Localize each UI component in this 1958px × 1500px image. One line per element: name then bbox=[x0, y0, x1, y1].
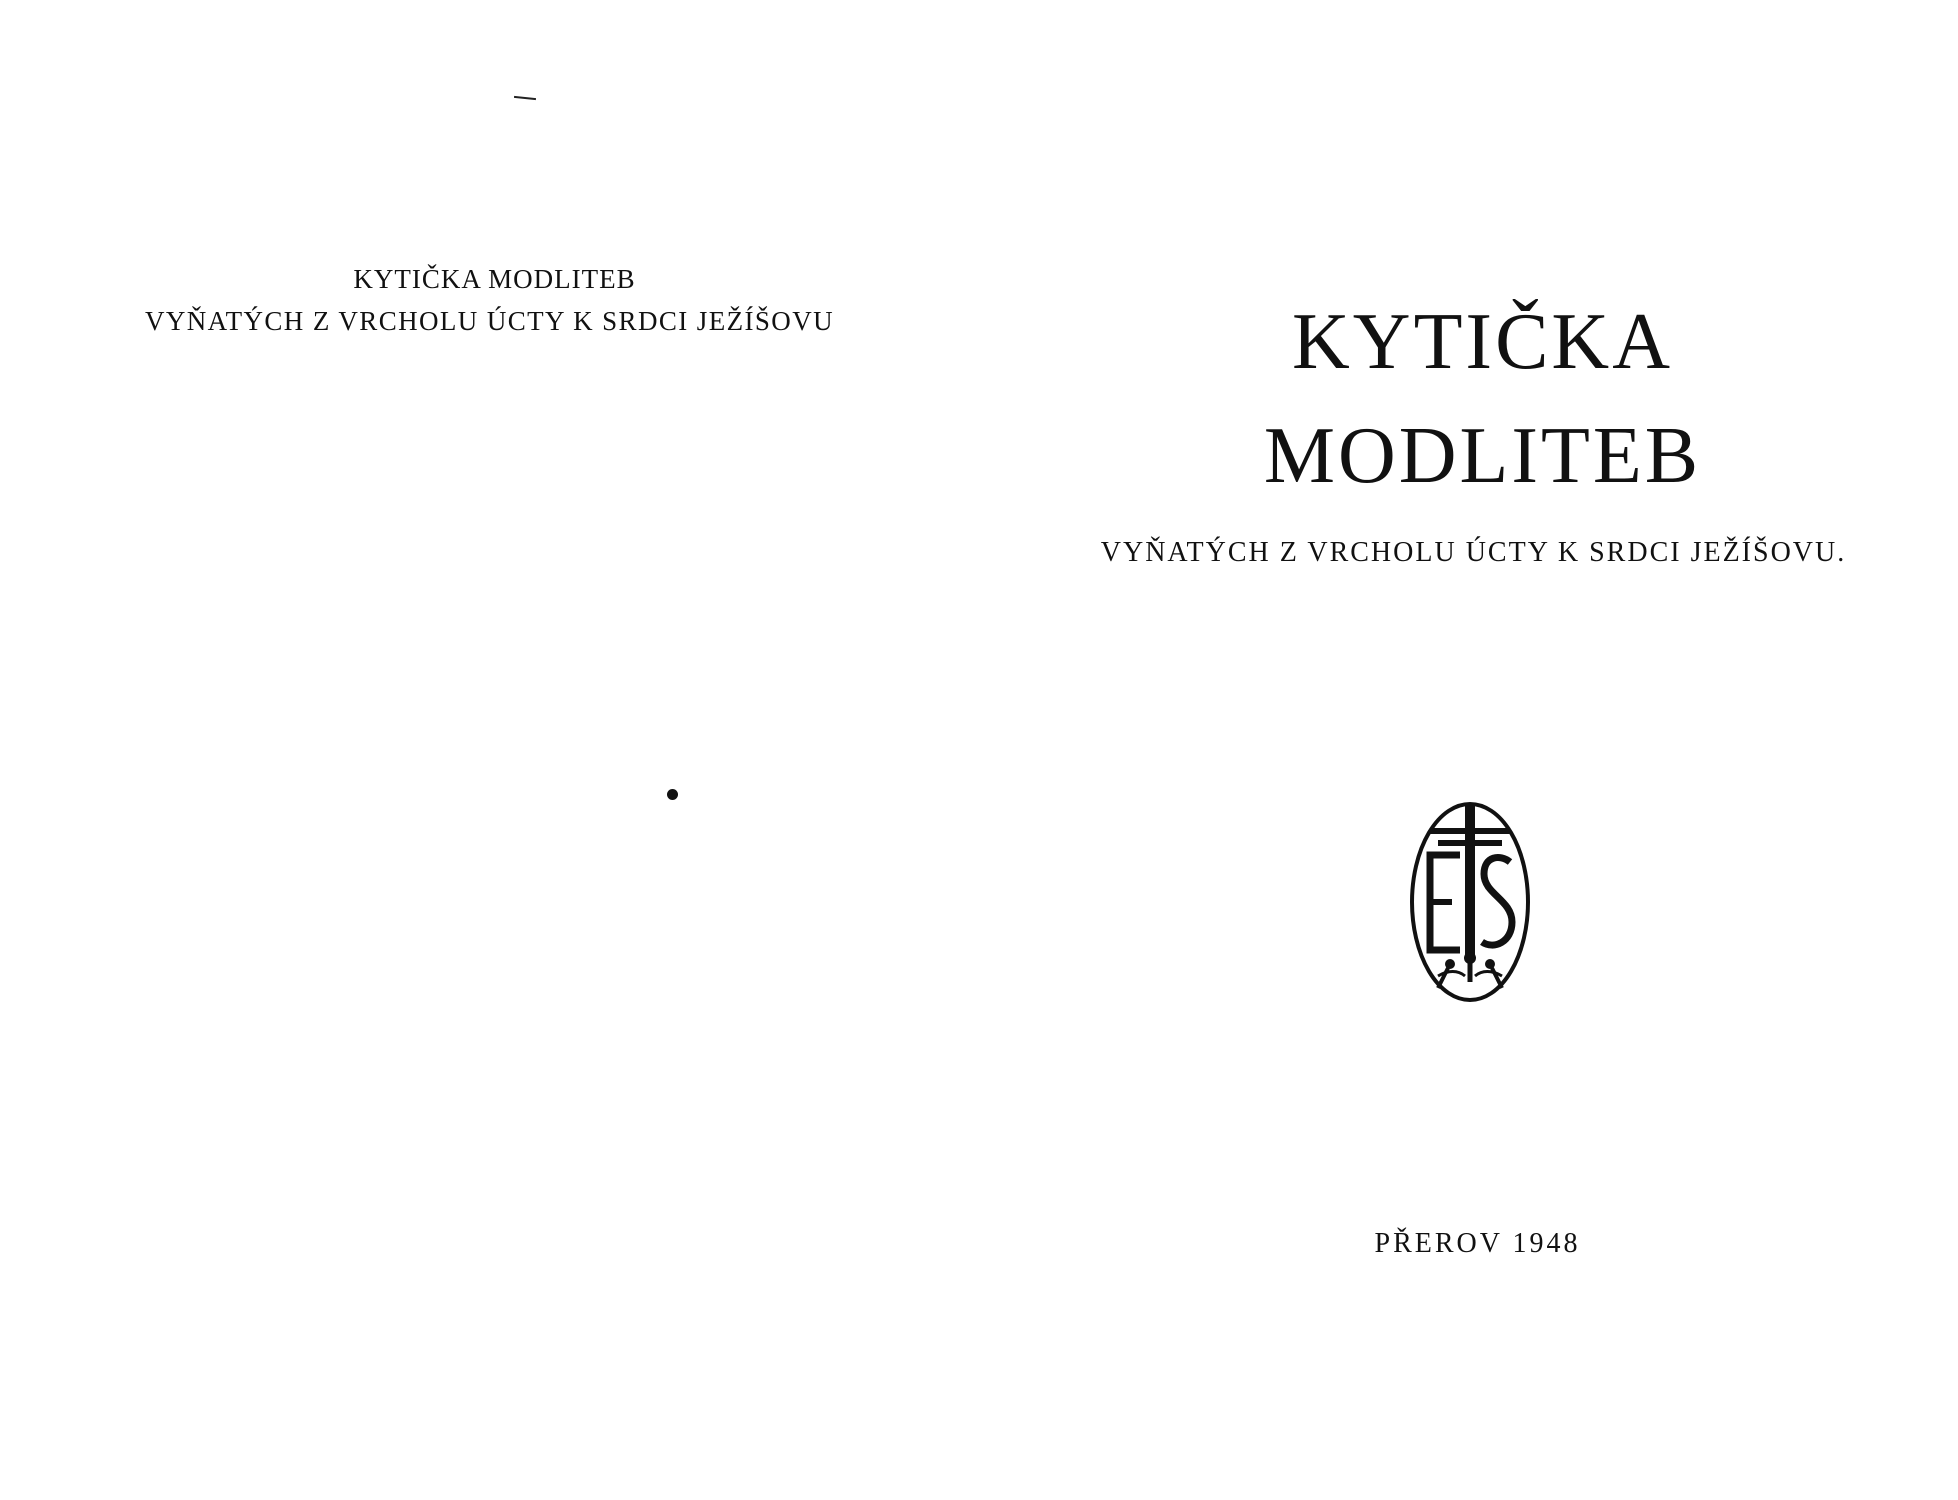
main-title-word2-text: MODLITEB bbox=[1263, 412, 1702, 500]
right-page bbox=[979, 0, 1958, 1500]
half-title-line1: KYTIČKA MODLITEB bbox=[353, 264, 636, 294]
imprint: PŘEROV 1948 bbox=[1374, 1228, 1581, 1259]
main-title-word2 bbox=[979, 406, 1958, 506]
half-title bbox=[0, 258, 979, 342]
half-title-line2: VYŇATÝCH Z VRCHOLU ÚCTY K SRDCI JEŽÍŠOVU bbox=[144, 306, 835, 336]
main-title-word1-text: KYTIČKA bbox=[1292, 298, 1673, 386]
subtitle: VYŇATÝCH Z VRCHOLU ÚCTY K SRDCI JEŽÍŠOVU. bbox=[1100, 537, 1847, 568]
main-title-word1 bbox=[979, 292, 1958, 392]
ink-speck bbox=[514, 96, 536, 100]
publisher-emblem-icon bbox=[1408, 800, 1532, 1004]
ink-dot bbox=[667, 789, 678, 800]
